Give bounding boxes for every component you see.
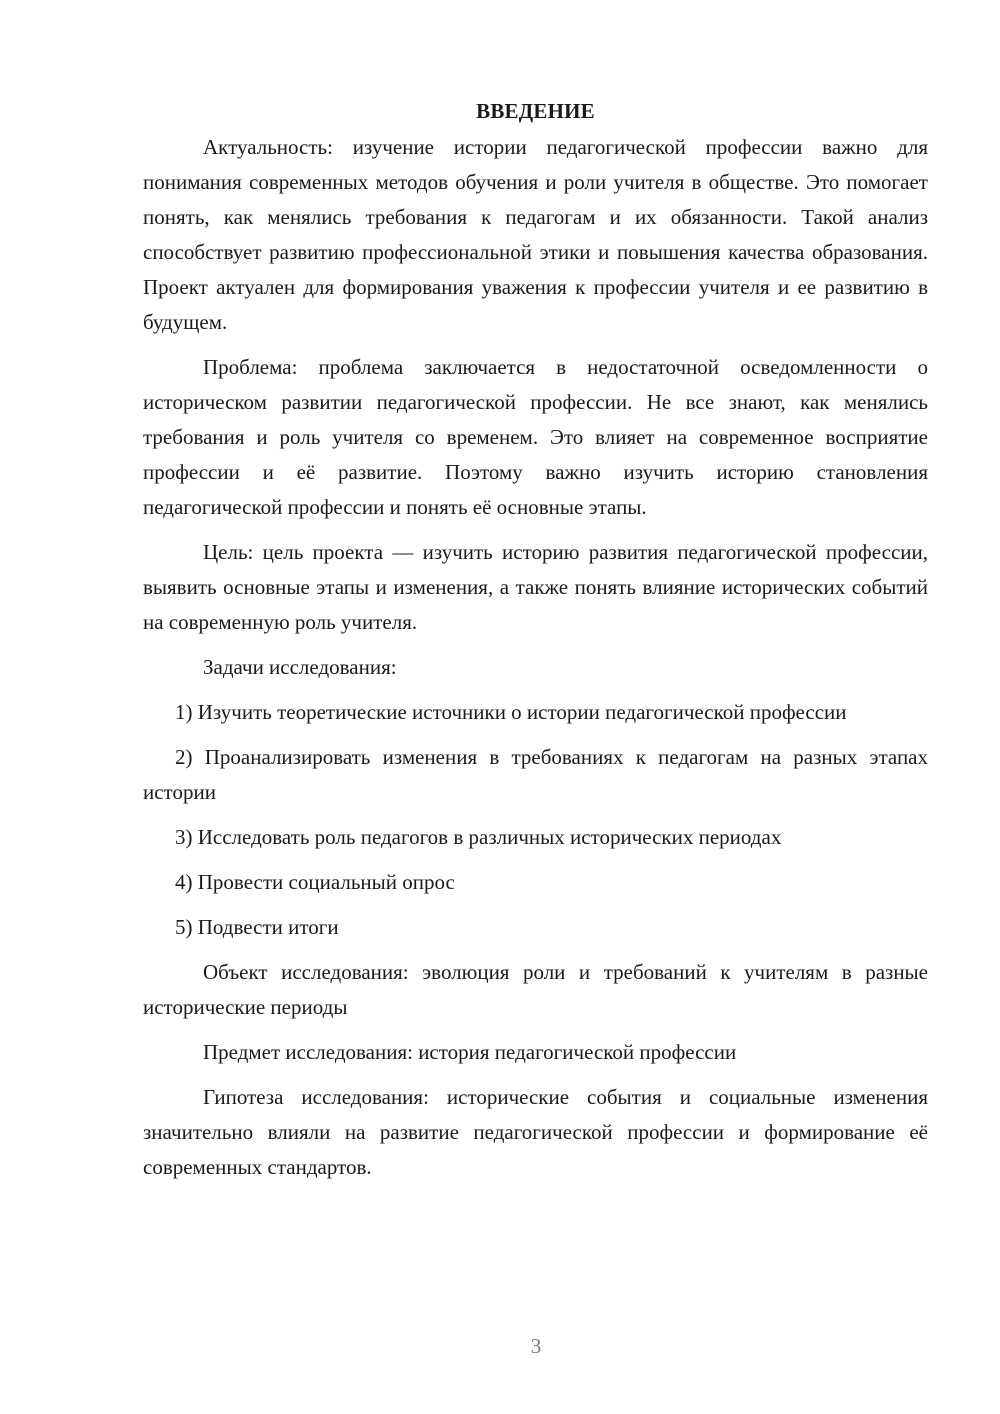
page-number: 3 [530,1334,542,1358]
goal-paragraph: Цель: цель проекта — изучить историю развития педагогической профессии, выявить основные этапы и изменения, а также понять влияние исторических событий на современную роль учителя. [143,540,928,634]
list-item: 5) Подвести итоги [175,915,339,939]
list-item: 2) Проанализировать изменения в требованиях к педагогам на разных этапах истории [143,745,928,804]
page-title: ВВЕДЕНИЕ [476,99,595,123]
subject-paragraph: Предмет исследования: история педагогической профессии [203,1040,737,1064]
tasks-list [143,695,928,945]
tasks-heading: Задачи исследования: [203,655,397,679]
list-item: 3) Исследовать роль педагогов в различных исторических периодах [175,825,782,849]
list-item: 1) Изучить теоретические источники о истории педагогической профессии [175,700,847,724]
document-body [143,96,928,1185]
object-paragraph: Объект исследования: эволюция роли и требований к учителям в разные исторические периоды [143,960,928,1019]
relevance-paragraph: Актуальность: изучение истории педагогической профессии важно для понимания современных методов обучения и роли учителя в обществе. Это помогает понять, как менялись требования к педагогам и их обязанности. Такой анализ способствует развитию профессиональной этики и повышения качества образования. Проект актуален для формирования уважения к профессии учителя и ее развитию в будущем. [143,135,928,334]
list-item: 4) Провести социальный опрос [175,870,455,894]
hypothesis-paragraph: Гипотеза исследования: исторические события и социальные изменения значительно влияли на развитие педагогической профессии и формирование её современных стандартов. [143,1085,928,1179]
problem-paragraph: Проблема: проблема заключается в недостаточной осведомленности о историческом развитии педагогической профессии. Не все знают, как менялись требования и роль учителя со временем. Это влияет на современное восприятие профессии и её развитие. Поэтому важно изучить историю становления педагогической профессии и понять её основные этапы. [143,355,928,519]
